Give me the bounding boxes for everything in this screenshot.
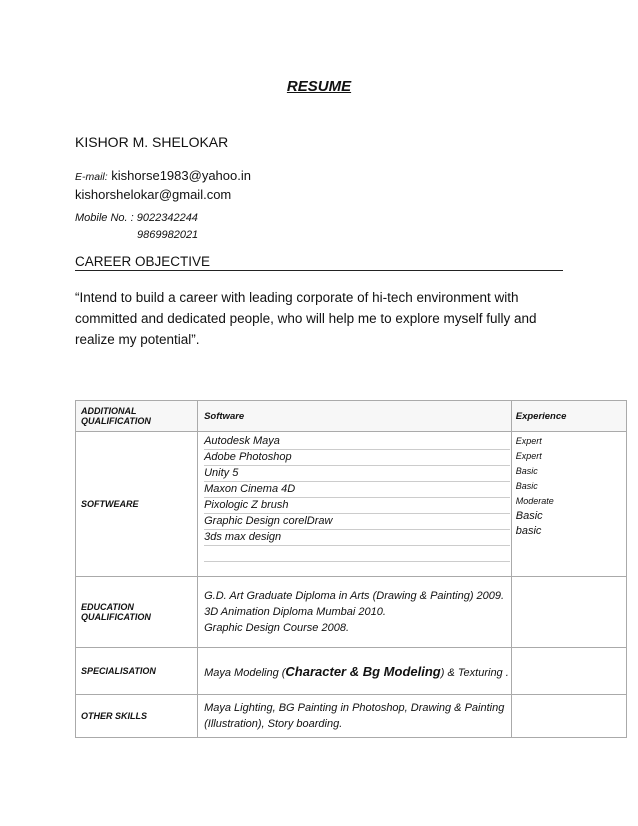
experience-list-cell xyxy=(511,432,626,577)
header-additional-qualification: ADDITIONAL QUALIFICATION xyxy=(76,401,198,432)
email-secondary: kishorshelokar@gmail.com xyxy=(75,187,232,202)
experience-item: Expert xyxy=(515,451,542,461)
software-item: 3ds max design xyxy=(204,530,510,546)
education-row xyxy=(76,577,627,648)
education-empty-cell xyxy=(511,577,626,648)
email-block xyxy=(75,167,251,203)
other-skills-row-label: OTHER SKILLS xyxy=(76,695,198,738)
other-skills-empty-cell xyxy=(511,695,626,738)
email-primary: kishorse1983@yahoo.in xyxy=(111,168,251,183)
software-list-cell xyxy=(198,432,512,577)
career-objective-text: “Intend to build a career with leading corporate of hi-tech environment with committed and dedicated people, who will help me to explore myself fully and realize my potential”. xyxy=(75,290,537,347)
career-objective-heading: CAREER OBJECTIVE xyxy=(75,254,563,271)
experience-item: Basic xyxy=(515,466,538,476)
mobile-secondary: 9869982021 xyxy=(137,229,199,241)
other-skills-details: Maya Lighting, BG Painting in Photoshop, Drawing & Painting (Illustration), Story boarding. xyxy=(198,695,512,738)
experience-item: basic xyxy=(515,525,542,537)
mobile-block xyxy=(75,210,198,244)
education-line: Graphic Design Course 2008. xyxy=(204,622,350,634)
specialisation-suffix: ) & Texturing . xyxy=(440,666,509,679)
software-item: Unity 5 xyxy=(204,466,510,482)
specialisation-row xyxy=(76,648,627,695)
page-title: RESUME xyxy=(286,78,352,95)
education-line: 3D Animation Diploma Mumbai 2010. xyxy=(204,606,386,618)
experience-list xyxy=(516,434,625,539)
header-experience: Experience xyxy=(511,401,626,432)
table-header-row xyxy=(76,401,627,432)
mobile-primary: Mobile No. : 9022342244 xyxy=(75,212,198,224)
specialisation-emphasis: Character & Bg Modeling xyxy=(285,663,441,679)
software-row-label: SOFTWEARE xyxy=(76,432,198,577)
software-item-empty xyxy=(204,546,510,562)
experience-item: Basic xyxy=(515,481,538,491)
candidate-name: KISHOR M. SHELOKAR xyxy=(75,134,229,150)
qualification-table xyxy=(75,400,627,738)
specialisation-empty-cell xyxy=(511,648,626,695)
specialisation-details xyxy=(198,648,512,695)
education-line: G.D. Art Graduate Diploma in Arts (Drawing & Painting) 2009. xyxy=(204,590,505,602)
software-item: Pixologic Z brush xyxy=(204,498,510,514)
experience-item: Expert xyxy=(515,436,542,446)
education-row-label: EDUCATION QUALIFICATION xyxy=(76,577,198,648)
software-item: Maxon Cinema 4D xyxy=(204,482,510,498)
software-item: Autodesk Maya xyxy=(204,434,510,450)
header-software: Software xyxy=(198,401,512,432)
specialisation-row-label: SPECIALISATION xyxy=(76,648,198,695)
software-item: Graphic Design corelDraw xyxy=(204,514,510,530)
software-list xyxy=(204,434,510,562)
email-label: E-mail: xyxy=(75,171,108,183)
software-row xyxy=(76,432,627,577)
experience-item: Basic xyxy=(515,510,543,522)
other-skills-row xyxy=(76,695,627,738)
specialisation-prefix: Maya Modeling ( xyxy=(204,666,286,679)
software-item: Adobe Photoshop xyxy=(204,450,510,466)
email-primary-line xyxy=(75,167,251,186)
education-details xyxy=(198,577,512,648)
experience-item: Moderate xyxy=(515,496,554,506)
